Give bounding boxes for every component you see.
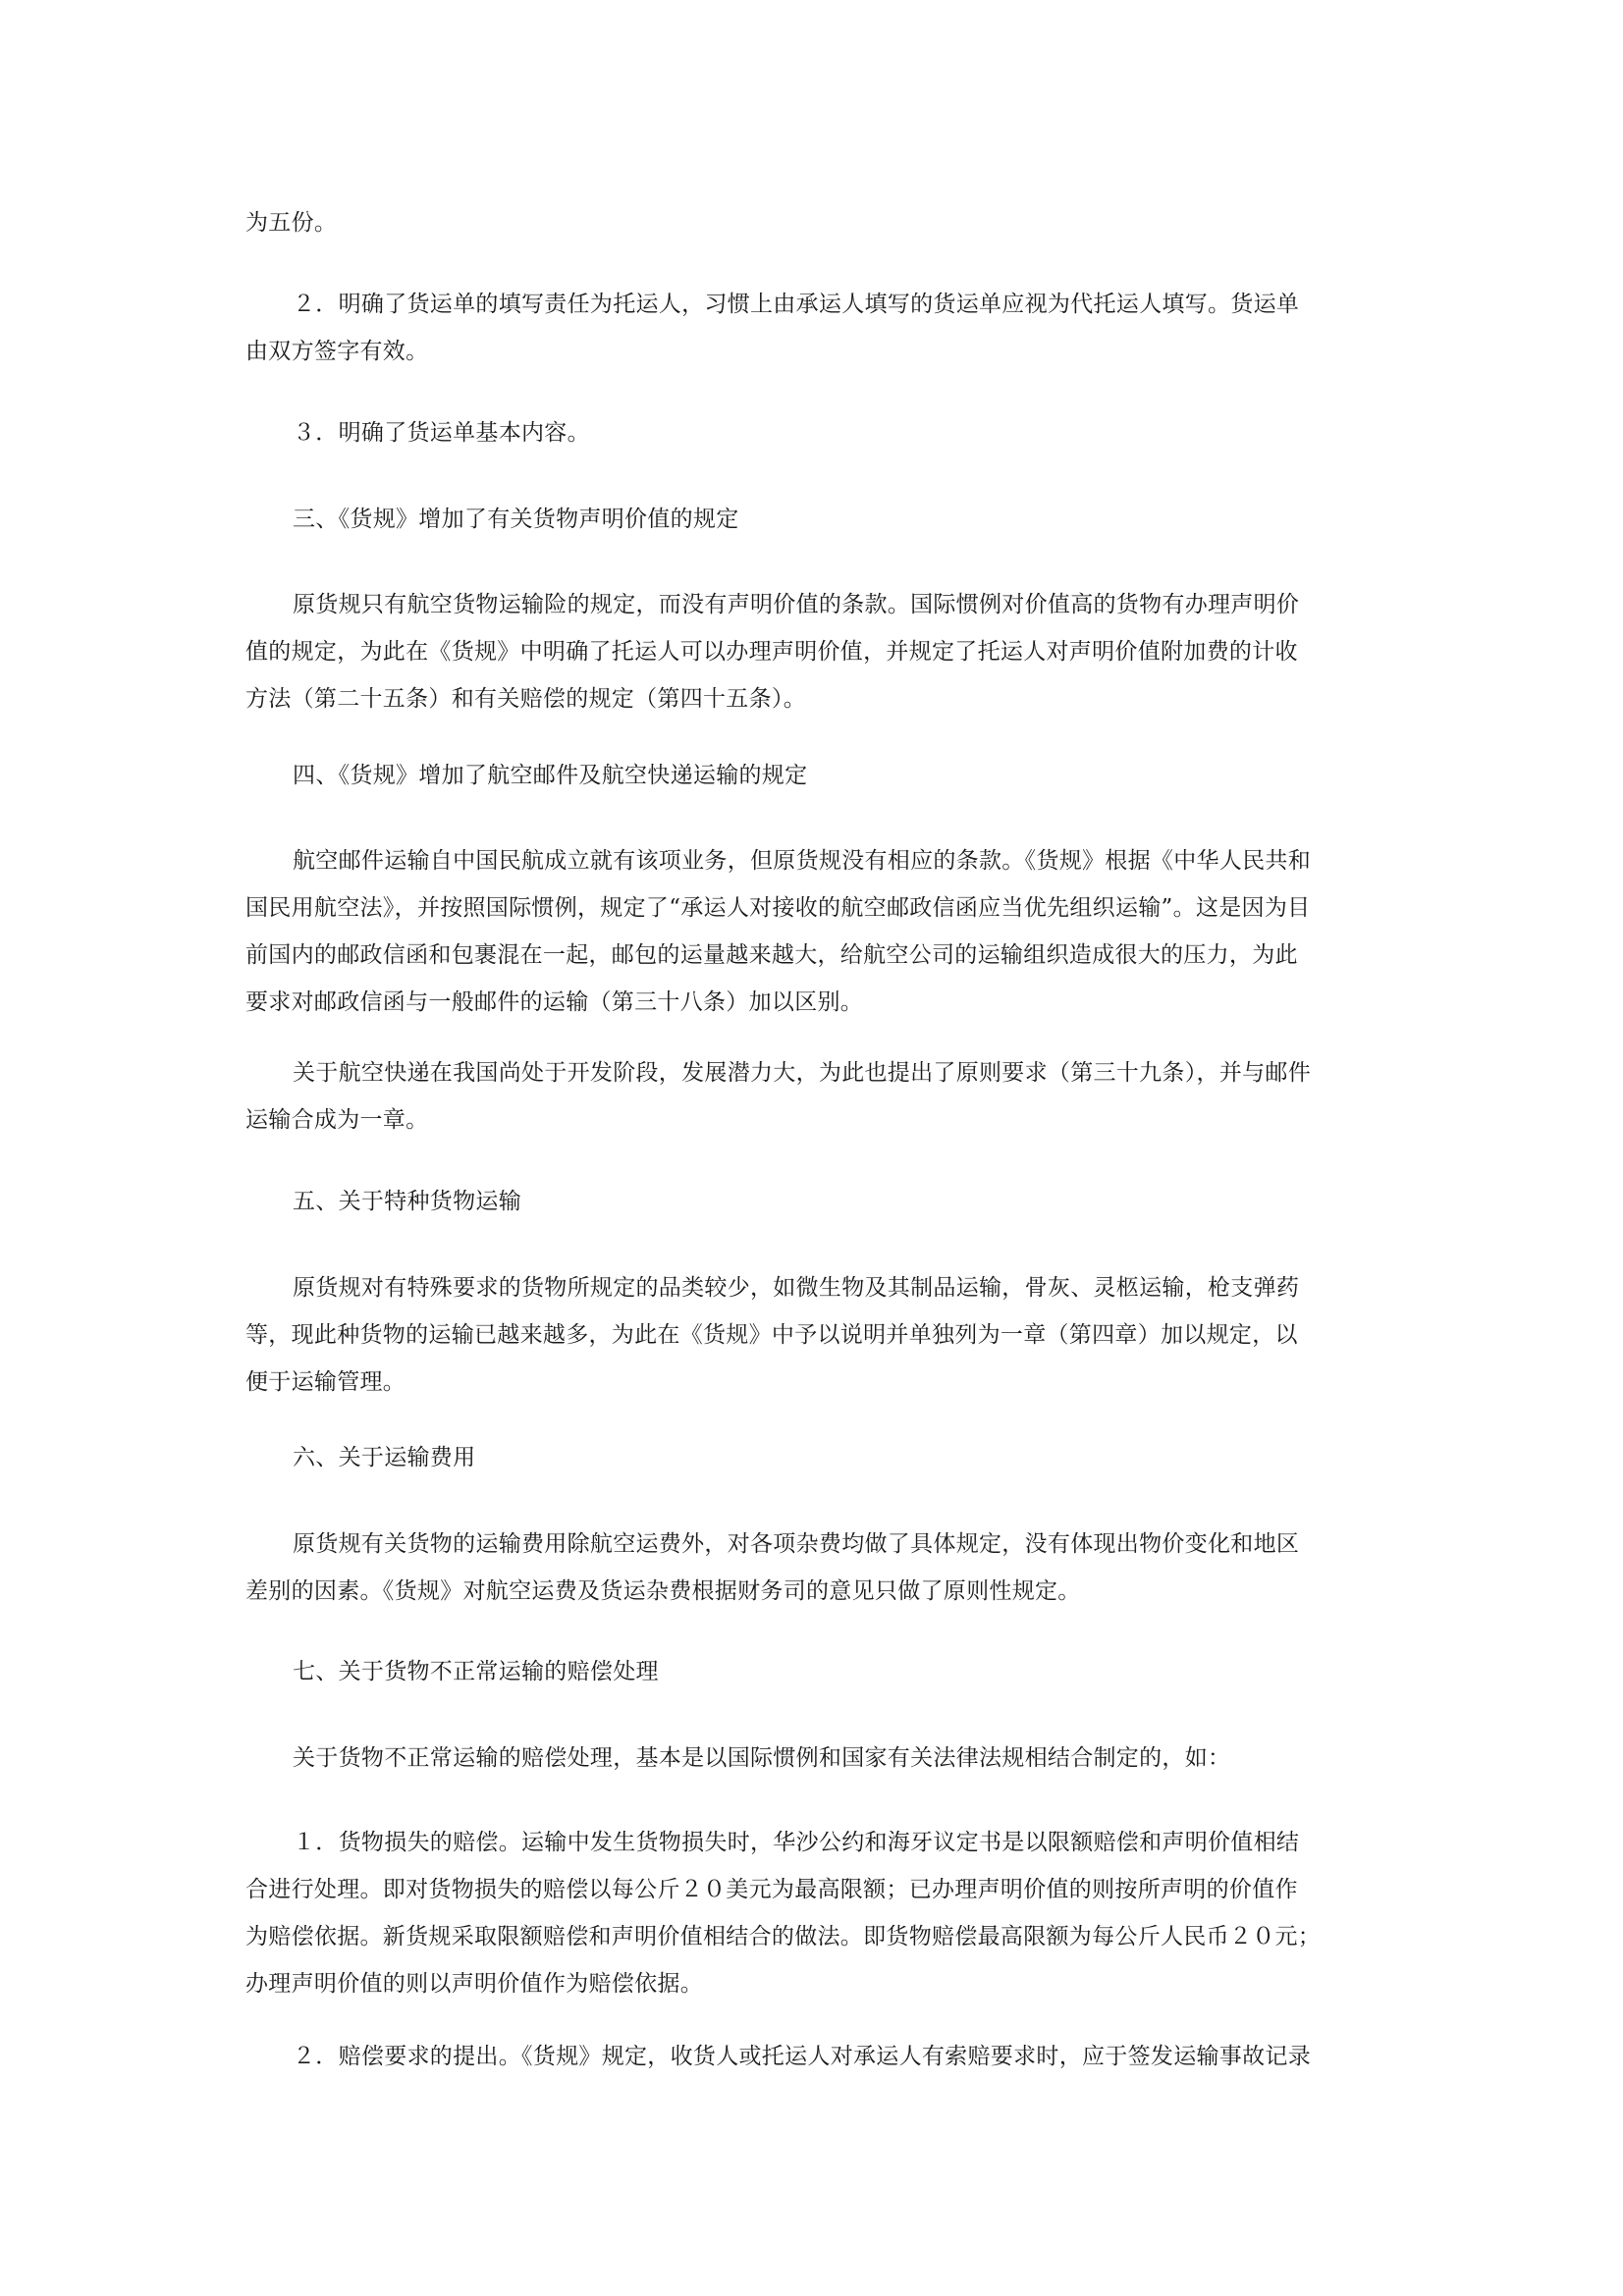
text-line: １．货物损失的赔偿。运输中发生货物损失时，华沙公约和海牙议定书是以限额赔偿和声明价值相结 xyxy=(293,1830,1300,1855)
paragraph-continuation xyxy=(245,199,1382,246)
paragraph-claim-filing xyxy=(245,2033,1382,2080)
text-line: 原货规只有航空货物运输险的规定，而没有声明价值的条款。国际惯例对价值高的货物有办理声明价 xyxy=(293,592,1300,617)
text-line: 三、《货规》增加了有关货物声明价值的规定 xyxy=(293,507,739,532)
paragraph-item-3 xyxy=(245,409,1382,456)
paragraph-transport-fees xyxy=(245,1521,1382,1615)
paragraph-air-express xyxy=(245,1049,1382,1144)
text-line: 原货规对有特殊要求的货物所规定的品类较少，如微生物及其制品运输，骨灰、灵柩运输，枪支弹药 xyxy=(293,1275,1300,1301)
text-line: 航空邮件运输自中国民航成立就有该项业务，但原货规没有相应的条款。《货规》根据《中华人民共和 xyxy=(293,848,1311,874)
text-line: 要求对邮政信函与一般邮件的运输（第三十八条）加以区别。 xyxy=(245,989,864,1015)
text-line: 七、关于货物不正常运输的赔偿处理 xyxy=(293,1659,659,1684)
section-heading-6 xyxy=(245,1434,1382,1481)
text-line: 国民用航空法》，并按照国际惯例，规定了“承运人对接收的航空邮政信函应当优先组织运输”。这是因为目 xyxy=(245,895,1311,921)
paragraph-air-mail xyxy=(245,837,1382,1026)
text-line: 六、关于运输费用 xyxy=(293,1445,476,1470)
section-heading-3 xyxy=(245,496,1382,543)
paragraph-compensation-intro xyxy=(245,1735,1382,1782)
text-line: 前国内的邮政信函和包裹混在一起，邮包的运量越来越大，给航空公司的运输组织造成很大的压力，为此 xyxy=(245,942,1298,968)
text-line: 办理声明价值的则以声明价值作为赔偿依据。 xyxy=(245,1971,703,1997)
text-line: 等，现此种货物的运输已越来越多，为此在《货规》中予以说明并单独列为一章（第四章）加以规定，以 xyxy=(245,1322,1298,1348)
section-heading-5 xyxy=(245,1178,1382,1225)
text-line: 由双方签字有效。 xyxy=(245,339,429,364)
text-line: 五、关于特种货物运输 xyxy=(293,1189,521,1214)
text-line: ３．明确了货运单基本内容。 xyxy=(293,420,590,446)
text-line: 关于货物不正常运输的赔偿处理，基本是以国际惯例和国家有关法律法规相结合制定的，如： xyxy=(293,1745,1231,1771)
paragraph-cargo-loss xyxy=(245,1819,1382,2007)
text-line: 方法（第二十五条）和有关赔偿的规定（第四十五条）。 xyxy=(245,686,806,712)
text-line: 运输合成为一章。 xyxy=(245,1107,429,1133)
text-line: 为赔偿依据。新货规采取限额赔偿和声明价值相结合的做法。即货物赔偿最高限额为每公斤人民币２０元； xyxy=(245,1924,1322,1949)
text-line: 合进行处理。即对货物损失的赔偿以每公斤２０美元为最高限额；已办理声明价值的则按所声明的价值作 xyxy=(245,1877,1298,1902)
paragraph-special-cargo xyxy=(245,1264,1382,1406)
section-heading-4 xyxy=(245,752,1382,799)
text-line: 关于航空快递在我国尚处于开发阶段，发展潜力大，为此也提出了原则要求（第三十九条），并与邮件 xyxy=(293,1060,1311,1086)
text-line: 便于运输管理。 xyxy=(245,1369,406,1395)
paragraph-declared-value xyxy=(245,581,1382,722)
paragraph-item-2 xyxy=(245,281,1382,375)
text-line: ２．明确了货运单的填写责任为托运人，习惯上由承运人填写的货运单应视为代托运人填写。货运单 xyxy=(293,292,1300,317)
text-line: 四、《货规》增加了航空邮件及航空快递运输的规定 xyxy=(293,763,808,788)
text-line: 差别的因素。《货规》对航空运费及货运杂费根据财务司的意见只做了原则性规定。 xyxy=(245,1578,1081,1604)
text-line: 为五份。 xyxy=(245,210,338,236)
text-line: ２．赔偿要求的提出。《货规》规定，收货人或托运人对承运人有索赔要求时，应于签发运输事故记录 xyxy=(293,2044,1311,2069)
section-heading-7 xyxy=(245,1648,1382,1695)
text-line: 值的规定，为此在《货规》中明确了托运人可以办理声明价值，并规定了托运人对声明价值附加费的计收 xyxy=(245,639,1298,665)
text-line: 原货规有关货物的运输费用除航空运费外，对各项杂费均做了具体规定，没有体现出物价变化和地区 xyxy=(293,1531,1300,1557)
